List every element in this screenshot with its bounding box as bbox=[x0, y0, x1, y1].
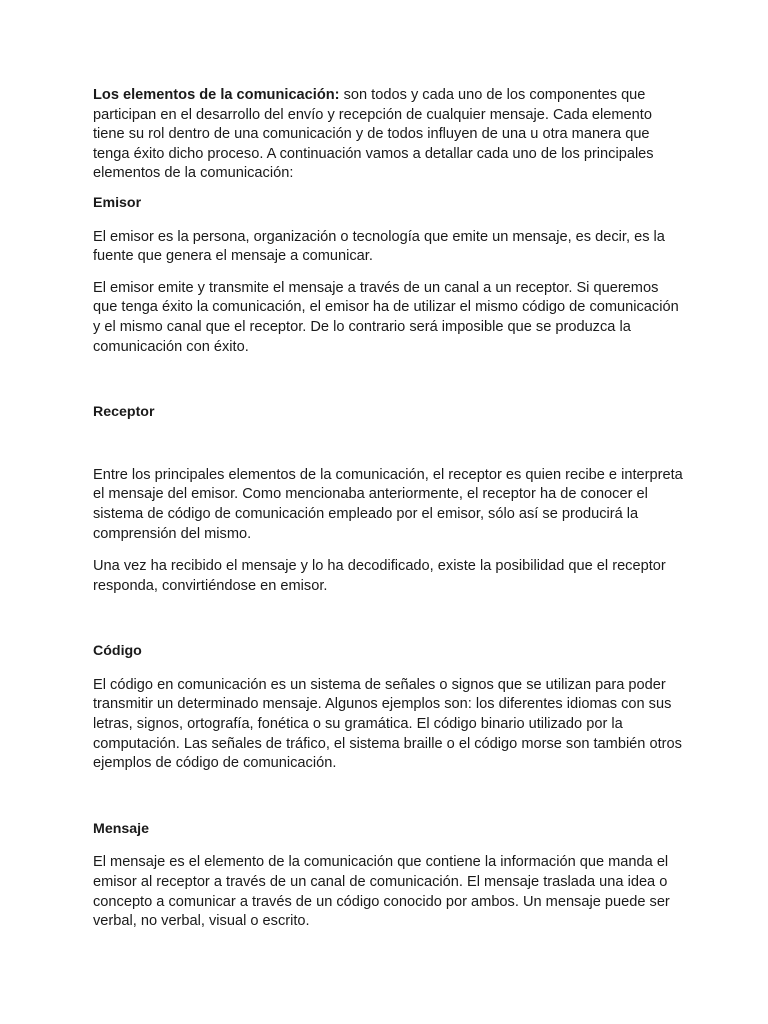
document-page bbox=[93, 86, 683, 932]
emisor-paragraph-1: El emisor es la persona, organización o tecnología que emite un mensaje, es decir, es la fuente que genera el mensaje a comunicar. bbox=[93, 228, 665, 265]
emisor-paragraph-2: El emisor emite y transmite el mensaje a través de un canal a un receptor. Si queremos que tenga éxito la comunicación, el emisor ha de utilizar el mismo código de comunicación y el mismo canal que el receptor. De lo contrario será imposible que se produzca la comunicación con éxito. bbox=[93, 279, 679, 355]
mensaje-paragraph-1: El mensaje es el elemento de la comunicación que contiene la información que manda el emisor al receptor a través de un canal de comunicación. El mensaje traslada una idea o concepto a comunicar a través de un código conocido por ambos. Un mensaje puede ser verbal, no verbal, visual o escrito. bbox=[93, 854, 670, 930]
heading-receptor: Receptor bbox=[93, 404, 155, 421]
receptor-paragraph-1: Entre los principales elementos de la comunicación, el receptor es quien recibe e interpreta el mensaje del emisor. Como mencionaba anteriormente, el receptor ha de conocer el sistema de código de comunicación empleado por el emisor, sólo así se producirá la comprensión del mismo. bbox=[93, 466, 683, 542]
codigo-paragraph-1: El código en comunicación es un sistema de señales o signos que se utilizan para poder transmitir un determinado mensaje. Algunos ejemplos son: los diferentes idiomas con sus letras, signos, ortografía, fonética o su gramática. El código binario utilizado por la computación. Las señales de tráfico, el sistema braille o el código morse son también otros ejemplos de código de comunicación. bbox=[93, 676, 682, 772]
receptor-paragraph-2: Una vez ha recibido el mensaje y lo ha decodificado, existe la posibilidad que el receptor responda, convirtiéndose en emisor. bbox=[93, 558, 666, 594]
heading-codigo: Código bbox=[93, 643, 142, 660]
heading-emisor: Emisor bbox=[93, 194, 142, 211]
heading-mensaje: Mensaje bbox=[93, 820, 149, 837]
intro-paragraph bbox=[93, 86, 683, 184]
intro-text: son todos y cada uno de los componentes que participan en el desarrollo del envío y recepción de cualquier mensaje. Cada elemento tiene su rol dentro de una comunicación y de todos influyen de una u otra manera que tenga éxito dicho proceso. A continuación vamos a detallar cada uno de los principales elementos de la comunicación: bbox=[93, 87, 654, 182]
intro-lead: Los elementos de la comunicación: bbox=[93, 87, 340, 103]
